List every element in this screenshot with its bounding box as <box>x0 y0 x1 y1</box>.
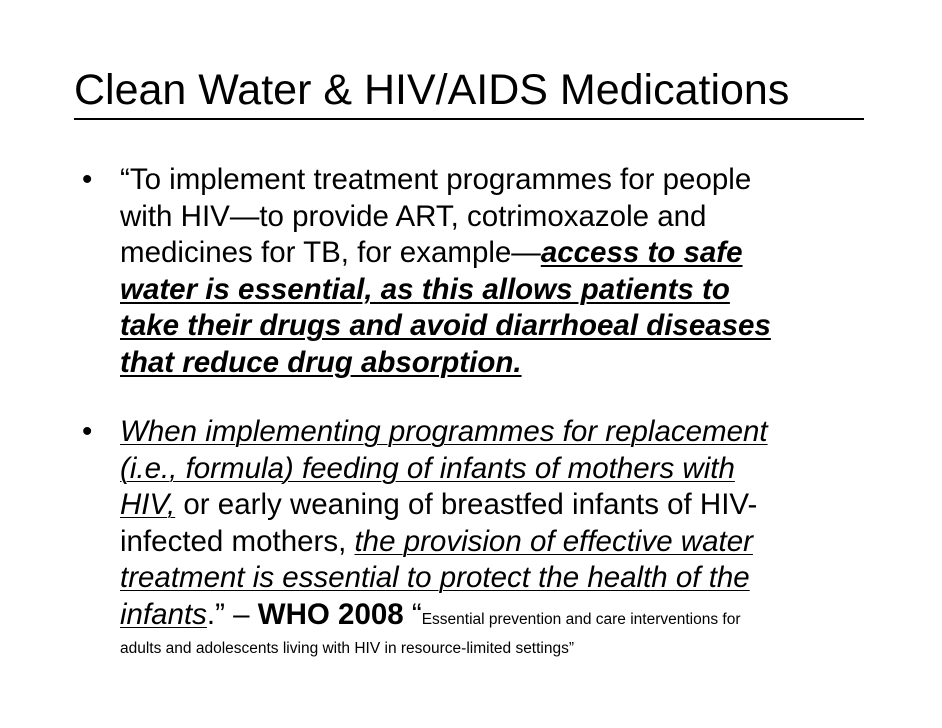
bullet-dot: • <box>82 163 93 196</box>
text-line <box>120 560 874 597</box>
text-line <box>120 235 874 272</box>
emphasis-text: that reduce drug absorption. <box>120 345 522 379</box>
bullet-item-treatment <box>74 162 874 381</box>
italic-underlined-text: When implementing programmes for replacement <box>120 415 768 448</box>
text-run: or early weaning of breastfed infants of HIV- <box>175 488 758 521</box>
text-run: .” – <box>206 597 258 631</box>
italic-underlined-text: the provision of effective water <box>354 524 753 558</box>
bullet-dot: • <box>82 415 93 448</box>
text-line <box>120 308 874 345</box>
text-line <box>120 414 874 451</box>
text-run: infected mothers, <box>120 524 355 558</box>
text-run: medicines for TB, for example— <box>120 236 541 269</box>
italic-underlined-text: (i.e., formula) feeding of infants of mothers with <box>120 451 735 485</box>
slide-title: Clean Water & HIV/AIDS Medications <box>74 66 790 114</box>
emphasis-text: access to safe <box>540 236 743 269</box>
italic-underlined-text: HIV, <box>120 488 176 521</box>
bullet-list <box>74 162 874 660</box>
emphasis-text: water is essential, as this allows patients to <box>120 272 730 306</box>
text-line <box>120 487 874 524</box>
emphasis-text: take their drugs and avoid diarrhoeal diseases <box>120 309 771 342</box>
title-underline <box>74 118 864 120</box>
text-run: “To implement treatment programmes for people <box>120 163 752 196</box>
citation-source: WHO 2008 <box>257 597 404 631</box>
text-line <box>120 345 874 382</box>
text-line <box>120 199 874 236</box>
text-line <box>120 524 874 561</box>
citation-title: Essential prevention and care interventions for <box>421 610 741 628</box>
citation-title-continued: adults and adolescents living with HIV in resource-limited settings” <box>120 640 575 657</box>
text-run: “ <box>403 597 422 631</box>
text-run: with HIV—to provide ART, cotrimoxazole and <box>120 199 707 233</box>
text-line <box>120 272 874 309</box>
text-line <box>120 162 874 199</box>
bullet-item-infant-feeding <box>74 414 874 660</box>
text-line <box>120 597 874 639</box>
text-line <box>120 451 874 488</box>
italic-underlined-text: treatment is essential to protect the health of the <box>120 561 750 594</box>
italic-underlined-text: infants <box>120 597 207 631</box>
